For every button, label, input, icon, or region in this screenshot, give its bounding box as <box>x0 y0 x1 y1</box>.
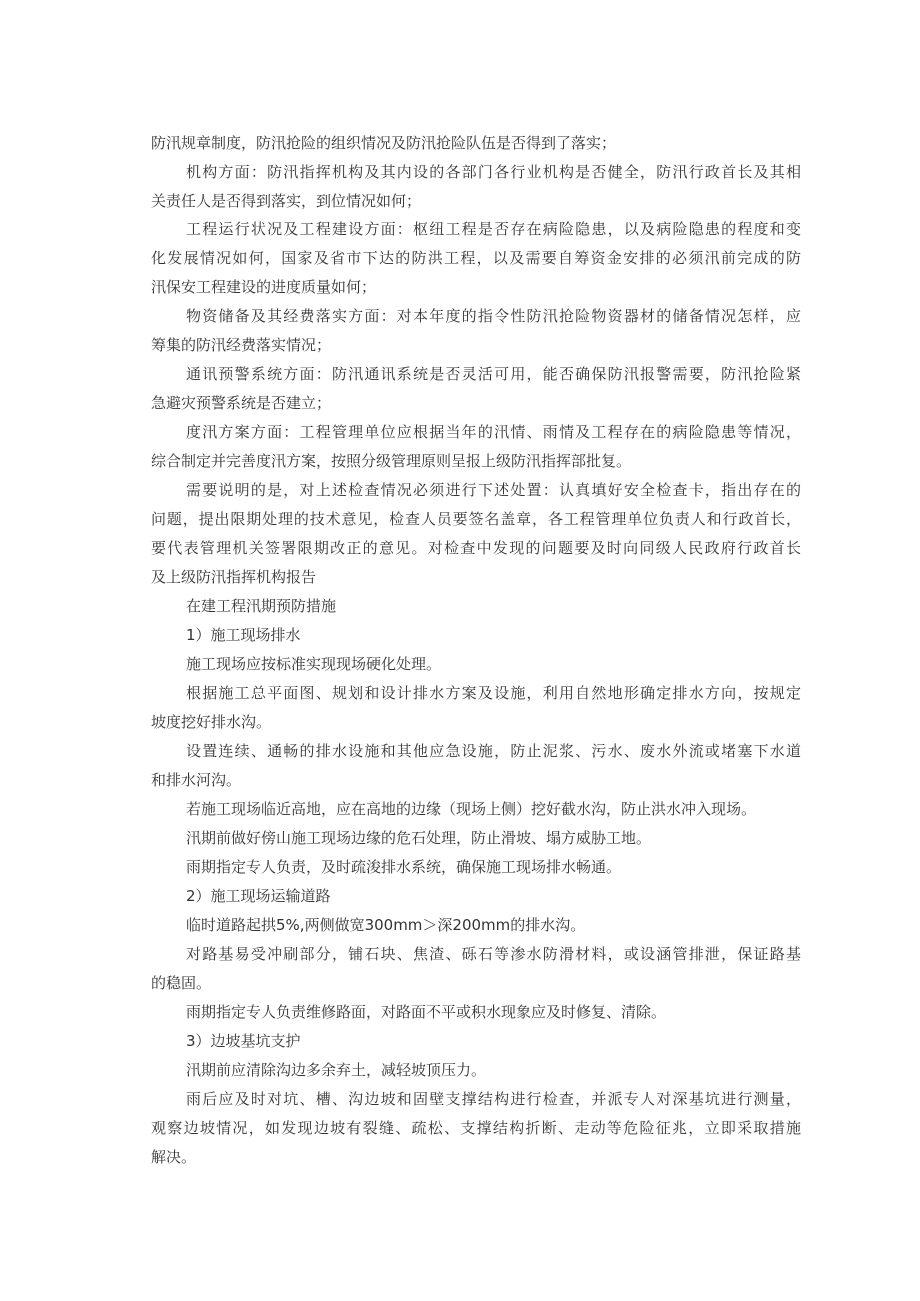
text-line: 和排水河沟。 <box>151 771 242 789</box>
subsection-heading: 2）施工现场运输道路 <box>186 887 331 905</box>
text-line: 需要说明的是，对上述检查情况必须进行下述处置：认真填好安全检查卡，指出存在的 <box>186 481 801 499</box>
text-line: 急避灾预警系统是否建立； <box>151 394 332 412</box>
text-line: 若施工现场临近高地，应在高地的边缘（现场上侧）挖好截水沟，防止洪水冲入现场。 <box>186 800 757 818</box>
text-line: 观察边坡情况，如发现边坡有裂缝、疏松、支撑结构折断、走动等危险征兆，立即采取措施 <box>151 1119 801 1137</box>
text-line: 工程运行状况及工程建设方面：枢纽工程是否存在病险隐患，以及病险隐患的程度和变 <box>186 220 801 238</box>
text-line: 雨后应及时对坑、槽、沟边坡和固壁支撑结构进行检查，并派专人对深基坑进行测量， <box>186 1090 801 1108</box>
subsection-heading: 1）施工现场排水 <box>186 626 301 644</box>
text-line: 设置连续、通畅的排水设施和其他应急设施，防止泥浆、污水、废水外流或堵塞下水道 <box>186 742 801 760</box>
text-line: 防汛规章制度，防汛抢险的组织情况及防汛抢险队伍是否得到了落实； <box>151 134 617 152</box>
text-line: 解决。 <box>151 1148 197 1166</box>
text-line: 雨期指定专人负责维修路面，对路面不平或积水现象应及时修复、清除。 <box>186 1003 667 1021</box>
text-line: 汛期前应清除沟边多余弃土，减轻坡顶压力。 <box>186 1061 487 1079</box>
text-line: 及上级防汛指挥机构报告 <box>151 568 317 586</box>
text-line: 问题，提出限期处理的技术意见，检查人员要签名盖章，各工程管理单位负责人和行政首长， <box>151 510 801 528</box>
text-line: 筹集的防汛经费落实情况； <box>151 336 332 354</box>
text-line: 临时道路起拱5%,两侧做宽300mm＞深200mm的排水沟。 <box>186 916 586 934</box>
text-line: 对路基易受冲刷部分，铺石块、焦渣、砾石等渗水防滑材料，或设涵管排泄，保证路基 <box>186 945 801 963</box>
text-line: 物资储备及其经费落实方面：对本年度的指令性防汛抢险物资器材的储备情况怎样，应 <box>186 307 801 325</box>
text-line: 雨期指定专人负责，及时疏浚排水系统，确保施工现场排水畅通。 <box>186 858 622 876</box>
text-line: 要代表管理机关签署限期改正的意见。对检查中发现的问题要及时向同级人民政府行政首长 <box>151 539 801 557</box>
subsection-heading: 3）边坡基坑支护 <box>186 1032 301 1050</box>
text-line: 坡度挖好排水沟。 <box>151 713 272 731</box>
text-line: 关责任人是否得到落实，到位情况如何； <box>151 192 422 210</box>
section-heading: 在建工程汛期预防措施 <box>186 597 337 615</box>
text-line: 施工现场应按标准实现现场硬化处理。 <box>186 655 442 673</box>
text-line: 通讯预警系统方面：防汛通讯系统是否灵活可用，能否确保防汛报警需要，防汛抢险紧 <box>186 365 801 383</box>
text-line: 的稳固。 <box>151 974 212 992</box>
text-line: 机构方面：防汛指挥机构及其内设的各部门各行业机构是否健全，防汛行政首长及其相 <box>186 163 801 181</box>
text-line: 汛保安工程建设的进度质量如何； <box>151 278 377 296</box>
text-line: 根据施工总平面图、规划和设计排水方案及设施，利用自然地形确定排水方向，按规定 <box>186 684 801 702</box>
text-line: 汛期前做好傍山施工现场边缘的危石处理，防止滑坡、塌方威胁工地。 <box>186 829 652 847</box>
text-line: 化发展情况如何，国家及省市下达的防洪工程，以及需要自筹资金安排的必须汛前完成的防 <box>151 249 801 267</box>
text-line: 综合制定并完善度汛方案，按照分级管理原则呈报上级防汛指挥部批复。 <box>151 452 632 470</box>
text-line: 度汛方案方面：工程管理单位应根据当年的汛情、雨情及工程存在的病险隐患等情况， <box>186 423 801 441</box>
